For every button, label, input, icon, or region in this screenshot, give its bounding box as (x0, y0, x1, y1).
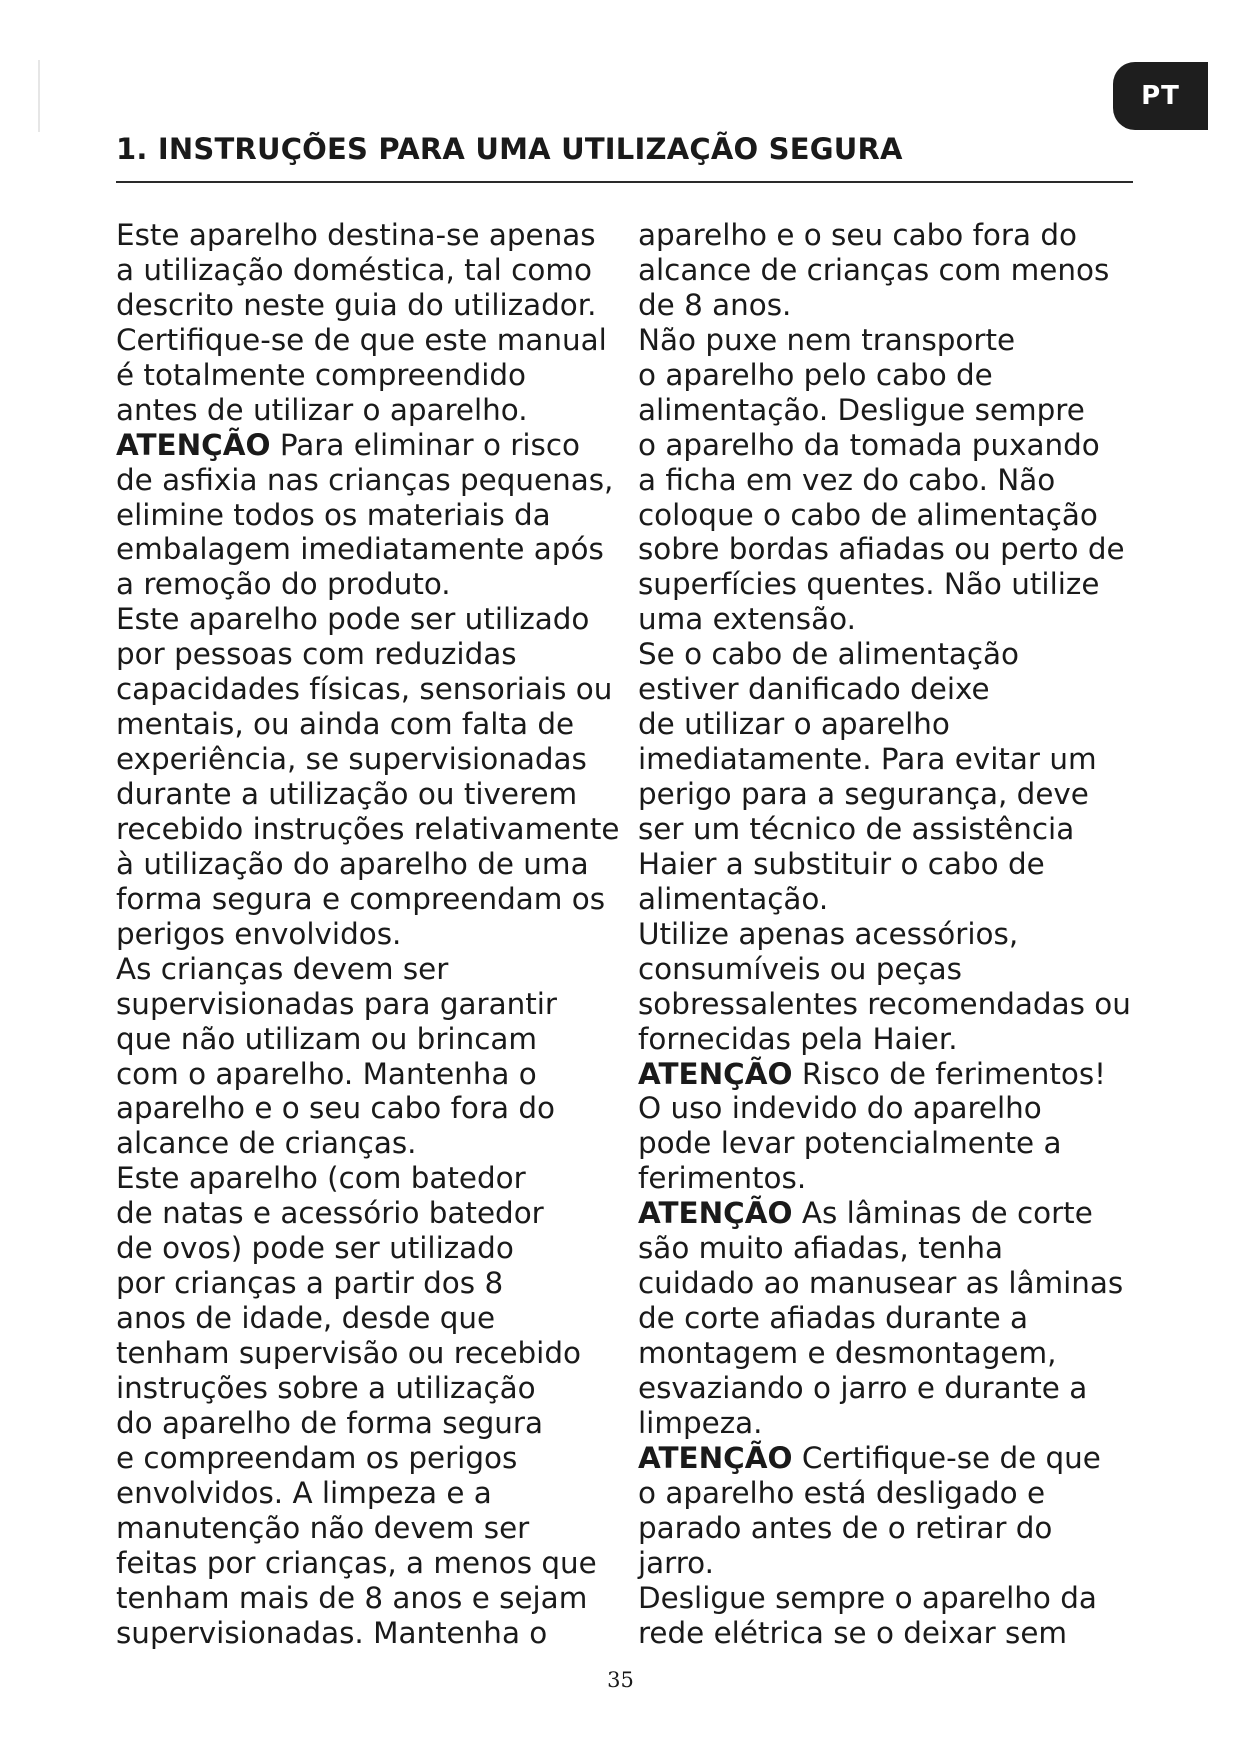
text-line (116, 1371, 620, 1406)
text-line (638, 707, 1131, 742)
text-line (638, 463, 1131, 498)
text-line (116, 812, 620, 847)
line-text: o aparelho pelo cabo de (638, 357, 993, 392)
line-text: Para eliminar o risco (270, 427, 580, 462)
text-line (116, 393, 620, 428)
text-line (116, 1581, 620, 1616)
text-line (638, 602, 1131, 637)
line-text: uma extensão. (638, 602, 856, 637)
line-text: aparelho e o seu cabo fora do (638, 218, 1077, 252)
line-text: manutenção não devem ser (116, 1510, 530, 1545)
line-text: é totalmente compreendido (116, 357, 527, 392)
line-text: jarro. (638, 1545, 714, 1580)
line-text: ferimentos. (638, 1161, 807, 1196)
line-text: o aparelho da tomada puxando (638, 427, 1100, 462)
line-text: Este aparelho pode ser utilizado (116, 602, 590, 637)
text-line (116, 777, 620, 812)
line-text: capacidades físicas, sensoriais ou (116, 672, 613, 707)
text-line (638, 253, 1131, 288)
margin-line (38, 60, 40, 132)
line-text: fornecidas pela Haier. (638, 1021, 958, 1056)
text-line (116, 323, 620, 358)
line-text: de asfixia nas crianças pequenas, (116, 462, 614, 497)
line-text: alcance de crianças. (116, 1126, 417, 1161)
section-title: 1. INSTRUÇÕES PARA UMA UTILIZAÇÃO SEGURA (116, 132, 903, 166)
line-text: As crianças devem ser (116, 951, 449, 986)
line-text: experiência, se supervisionadas (116, 742, 587, 777)
line-text: descrito neste guia do utilizador. (116, 287, 597, 322)
text-line (638, 1057, 1131, 1092)
text-line (116, 1476, 620, 1511)
text-line (116, 1406, 620, 1441)
text-line (116, 428, 620, 463)
left-text-column (116, 218, 620, 1650)
line-text: tenham mais de 8 anos e sejam (116, 1580, 588, 1615)
text-line (116, 1441, 620, 1476)
text-line (638, 882, 1131, 917)
line-text: supervisionadas. Mantenha o (116, 1615, 548, 1650)
text-line (116, 288, 620, 323)
text-line (638, 812, 1131, 847)
text-line (638, 1301, 1131, 1336)
line-text: durante a utilização ou tiverem (116, 777, 578, 811)
line-text: o aparelho está desligado e (638, 1475, 1046, 1510)
text-line (116, 253, 620, 288)
line-text: As lâminas de corte (792, 1196, 1093, 1231)
text-line (638, 1511, 1131, 1546)
text-line (638, 1266, 1131, 1301)
text-line (638, 1371, 1131, 1406)
text-line (116, 532, 620, 567)
text-line (638, 917, 1131, 952)
line-text: envolvidos. A limpeza e a (116, 1475, 492, 1510)
text-line (638, 1441, 1131, 1476)
text-line (638, 952, 1131, 987)
warning-label: ATENÇÃO (638, 1056, 793, 1091)
line-text: de natas e acessório batedor (116, 1196, 544, 1231)
text-line (638, 1476, 1131, 1511)
page-number: 35 (607, 1668, 634, 1692)
text-line (638, 987, 1131, 1022)
text-line (116, 1511, 620, 1546)
line-text: feitas por crianças, a menos que (116, 1545, 597, 1580)
text-line (638, 393, 1131, 428)
text-line (116, 742, 620, 777)
text-line (116, 637, 620, 672)
title-divider (116, 181, 1133, 183)
line-text: cuidado ao manusear as lâminas (638, 1266, 1124, 1301)
warning-label: ATENÇÃO (638, 1440, 793, 1475)
line-text: são muito afiadas, tenha (638, 1231, 1003, 1266)
line-text: de utilizar o aparelho (638, 707, 950, 742)
line-text: parado antes de o retirar do (638, 1510, 1053, 1545)
line-text: sobre bordas afiadas ou perto de (638, 532, 1125, 567)
line-text: por pessoas com reduzidas (116, 637, 517, 672)
line-text: sobressalentes recomendadas ou (638, 986, 1131, 1021)
line-text: Se o cabo de alimentação (638, 637, 1020, 672)
line-text: esvaziando o jarro e durante a (638, 1370, 1088, 1405)
text-line (116, 1022, 620, 1057)
text-line (638, 1581, 1131, 1616)
text-line (638, 742, 1131, 777)
line-text: Utilize apenas acessórios, (638, 916, 1019, 951)
text-line (638, 288, 1131, 323)
text-line (116, 882, 620, 917)
line-text: a ficha em vez do cabo. Não (638, 462, 1056, 497)
line-text: consumíveis ou peças (638, 951, 962, 986)
line-text: perigo para a segurança, deve (638, 777, 1089, 811)
text-line (638, 1406, 1131, 1441)
line-text: e compreendam os perigos (116, 1440, 518, 1475)
text-line (638, 847, 1131, 882)
line-text: aparelho e o seu cabo fora do (116, 1091, 555, 1126)
text-line (638, 1546, 1131, 1581)
text-line (638, 1616, 1131, 1651)
line-text: mentais, ou ainda com falta de (116, 707, 575, 742)
line-text: Certifique-se de que este manual (116, 322, 607, 357)
text-line (638, 1336, 1131, 1371)
line-text: estiver danificado deixe (638, 672, 990, 707)
text-line (116, 1616, 620, 1651)
text-line (116, 987, 620, 1022)
line-text: por crianças a partir dos 8 (116, 1266, 504, 1301)
right-text-column (638, 218, 1131, 1650)
line-text: Haier a substituir o cabo de (638, 846, 1045, 881)
text-line (638, 358, 1131, 393)
text-line (116, 498, 620, 533)
line-text: instruções sobre a utilização (116, 1370, 536, 1405)
line-text: anos de idade, desde que (116, 1301, 496, 1336)
text-line (116, 1546, 620, 1581)
line-text: pode levar potencialmente a (638, 1126, 1062, 1161)
line-text: alimentação. (638, 881, 829, 916)
text-line (116, 917, 620, 952)
line-text: a utilização doméstica, tal como (116, 252, 592, 287)
text-line (116, 847, 620, 882)
line-text: supervisionadas para garantir (116, 986, 558, 1021)
line-text: de corte afiadas durante a (638, 1301, 1029, 1336)
text-line (638, 1091, 1131, 1126)
line-text: Certifique-se de que (792, 1440, 1101, 1475)
text-line (638, 672, 1131, 707)
line-text: tenham supervisão ou recebido (116, 1336, 581, 1370)
warning-label: ATENÇÃO (638, 1196, 793, 1231)
line-text: de ovos) pode ser utilizado (116, 1231, 514, 1266)
text-line (638, 1126, 1131, 1161)
text-line (638, 498, 1131, 533)
line-text: do aparelho de forma segura (116, 1405, 544, 1440)
text-line (116, 1301, 620, 1336)
line-text: coloque o cabo de alimentação (638, 497, 1098, 532)
text-line (116, 1231, 620, 1266)
text-line (638, 1161, 1131, 1196)
text-line (116, 1091, 620, 1126)
line-text: Este aparelho (com batedor (116, 1161, 526, 1196)
text-line (638, 1022, 1131, 1057)
text-line (638, 1196, 1131, 1231)
line-text: Risco de ferimentos! (792, 1056, 1106, 1091)
warning-label: ATENÇÃO (116, 427, 271, 462)
text-line (116, 672, 620, 707)
text-line (116, 952, 620, 987)
line-text: alcance de crianças com menos (638, 252, 1110, 287)
text-line (638, 777, 1131, 812)
text-line (116, 707, 620, 742)
line-text: O uso indevido do aparelho (638, 1091, 1042, 1126)
line-text: que não utilizam ou brincam (116, 1021, 538, 1056)
text-line (116, 1266, 620, 1301)
text-line (116, 1126, 620, 1161)
text-line (116, 1336, 620, 1371)
text-line (638, 323, 1131, 358)
line-text: imediatamente. Para evitar um (638, 742, 1097, 777)
line-text: embalagem imediatamente após (116, 532, 604, 567)
line-text: Não puxe nem transporte (638, 322, 1016, 357)
line-text: à utilização do aparelho de uma (116, 846, 589, 881)
text-line (116, 1161, 620, 1196)
text-line (638, 567, 1131, 602)
line-text: antes de utilizar o aparelho. (116, 392, 528, 427)
text-line (638, 532, 1131, 567)
text-line (116, 1196, 620, 1231)
line-text: a remoção do produto. (116, 567, 451, 602)
line-text: Este aparelho destina-se apenas (116, 218, 596, 252)
language-tab: PT (1113, 62, 1208, 130)
text-line (116, 567, 620, 602)
text-line (116, 463, 620, 498)
line-text: com o aparelho. Mantenha o (116, 1056, 537, 1091)
text-line (116, 602, 620, 637)
line-text: recebido instruções relativamente (116, 811, 620, 846)
line-text: forma segura e compreendam os (116, 881, 606, 916)
line-text: alimentação. Desligue sempre (638, 392, 1085, 427)
text-line (116, 218, 620, 253)
line-text: limpeza. (638, 1405, 763, 1440)
line-text: superfícies quentes. Não utilize (638, 567, 1100, 602)
line-text: Desligue sempre o aparelho da (638, 1580, 1097, 1615)
line-text: de 8 anos. (638, 287, 792, 322)
text-line (638, 218, 1131, 253)
line-text: elimine todos os materiais da (116, 497, 551, 532)
line-text: rede elétrica se o deixar sem (638, 1615, 1068, 1650)
line-text: ser um técnico de assistência (638, 811, 1075, 846)
text-line (638, 1231, 1131, 1266)
text-line (638, 428, 1131, 463)
line-text: perigos envolvidos. (116, 916, 402, 951)
text-line (116, 358, 620, 393)
text-line (116, 1057, 620, 1092)
line-text: montagem e desmontagem, (638, 1336, 1057, 1370)
text-line (638, 637, 1131, 672)
